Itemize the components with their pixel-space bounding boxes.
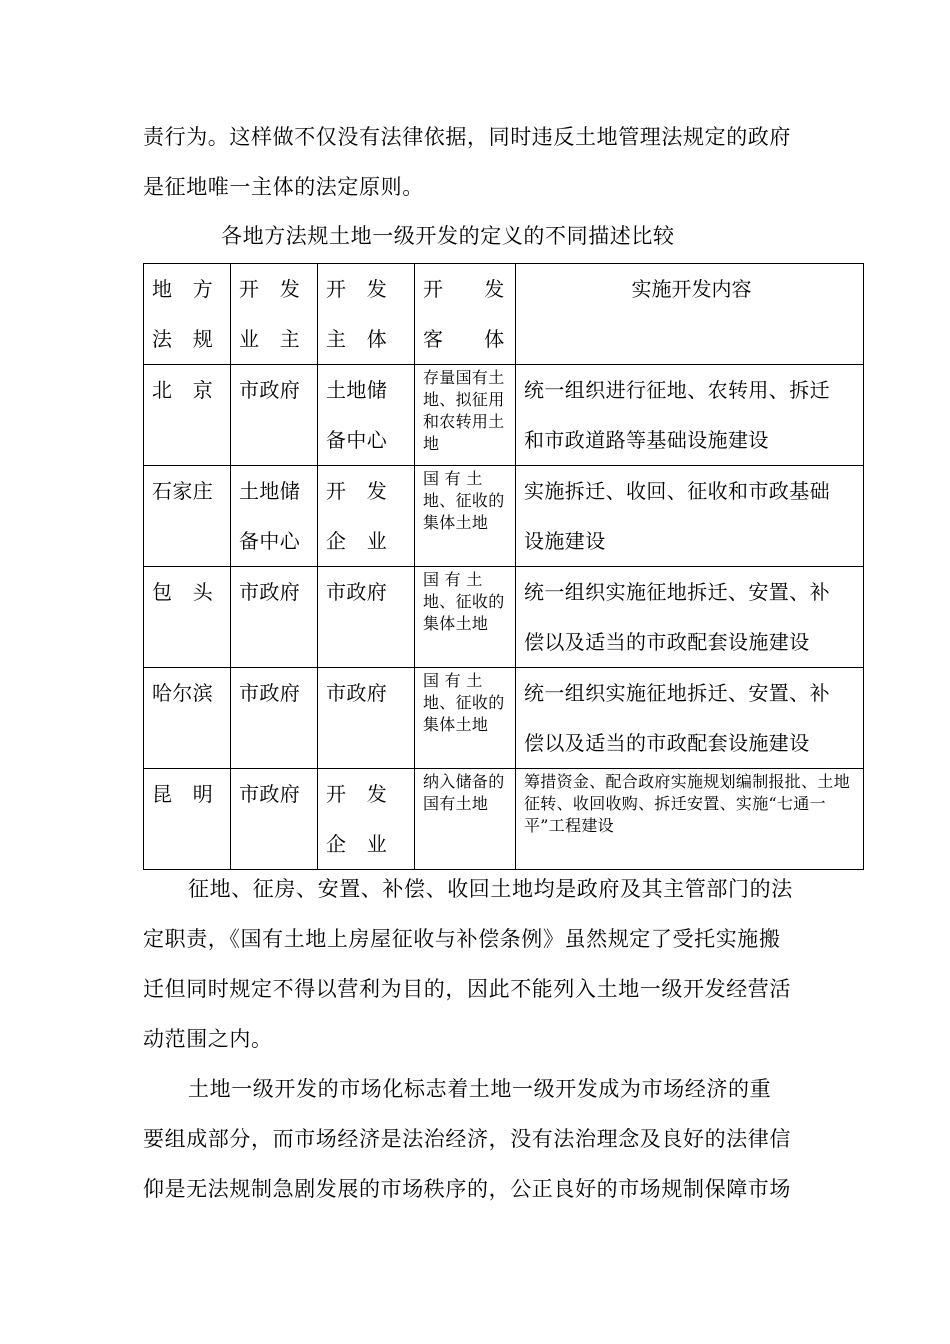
- para2-line-1: 土地一级开发的市场化标志着土地一级开发成为市场经济的重: [188, 1077, 772, 1101]
- cell-object: 纳入储备的国有土地: [415, 769, 516, 870]
- header-object: 开 发 客 体: [415, 264, 516, 365]
- table-row: [144, 668, 864, 769]
- table-header-row: [144, 264, 864, 365]
- cell-subject: 开 发 企 业: [318, 466, 415, 567]
- table-row: [144, 769, 864, 870]
- cell-content: 统一组织实施征地拆迁、安置、补 偿以及适当的市政配套设施建设: [516, 668, 864, 769]
- cell-owner: 市政府: [231, 769, 318, 870]
- cell-content: 实施拆迁、收回、征收和市政基础 设施建设: [516, 466, 864, 567]
- cell-object: 国 有 土 地、征收的集体土地: [415, 668, 516, 769]
- table-caption: 各地方法规土地一级开发的定义的不同描述比较: [221, 224, 675, 248]
- header-owner: 开 发 业 主: [231, 264, 318, 365]
- cell-region: 北 京: [144, 365, 231, 466]
- cell-subject: 开 发 企 业: [318, 769, 415, 870]
- table-row: [144, 567, 864, 668]
- cell-owner: 市政府: [231, 668, 318, 769]
- header-regulation: 地 方 法 规: [144, 264, 231, 365]
- cell-object: 存量国有土地、拟征用和农转用土地: [415, 365, 516, 466]
- comparison-table: [143, 263, 864, 870]
- cell-content: 统一组织实施征地拆迁、安置、补 偿以及适当的市政配套设施建设: [516, 567, 864, 668]
- cell-region: 石家庄: [144, 466, 231, 567]
- para2-line-2: 要组成部分，而市场经济是法治经济，没有法治理念及良好的法律信: [143, 1127, 791, 1151]
- table-row: [144, 365, 864, 466]
- para2-line-3: 仰是无法规制急剧发展的市场秩序的，公正良好的市场规制保障市场: [143, 1177, 791, 1201]
- intro-line-1: 责行为。这样做不仅没有法律依据，同时违反土地管理法规定的政府: [143, 125, 791, 149]
- cell-content: 统一组织进行征地、农转用、拆迁 和市政道路等基础设施建设: [516, 365, 864, 466]
- para1-line-2: 定职责，《国有土地上房屋征收与补偿条例》虽然规定了受托实施搬: [143, 927, 781, 951]
- intro-line-2: 是征地唯一主体的法定原则。: [143, 175, 424, 199]
- cell-region: 哈尔滨: [144, 668, 231, 769]
- cell-owner: 土地储 备中心: [231, 466, 318, 567]
- cell-subject: 土地储 备中心: [318, 365, 415, 466]
- cell-owner: 市政府: [231, 567, 318, 668]
- cell-object: 国 有 土 地、征收的集体土地: [415, 567, 516, 668]
- cell-region: 昆 明: [144, 769, 231, 870]
- cell-subject: 市政府: [318, 567, 415, 668]
- cell-object: 国 有 土 地、征收的集体土地: [415, 466, 516, 567]
- cell-content: 筹措资金、配合政府实施规划编制报批、土地征转、收回收购、拆迁安置、实施“七通一平”工程建设: [516, 769, 864, 870]
- cell-region: 包 头: [144, 567, 231, 668]
- cell-subject: 市政府: [318, 668, 415, 769]
- header-subject: 开 发 主 体: [318, 264, 415, 365]
- cell-owner: 市政府: [231, 365, 318, 466]
- header-content: 实施开发内容: [516, 264, 864, 365]
- para1-line-1: 征地、征房、安置、补偿、收回土地均是政府及其主管部门的法: [188, 877, 793, 901]
- para1-line-4: 动范围之内。: [143, 1027, 273, 1051]
- para1-line-3: 迁但同时规定不得以营利为目的，因此不能列入土地一级开发经营活: [143, 977, 791, 1001]
- table-row: [144, 466, 864, 567]
